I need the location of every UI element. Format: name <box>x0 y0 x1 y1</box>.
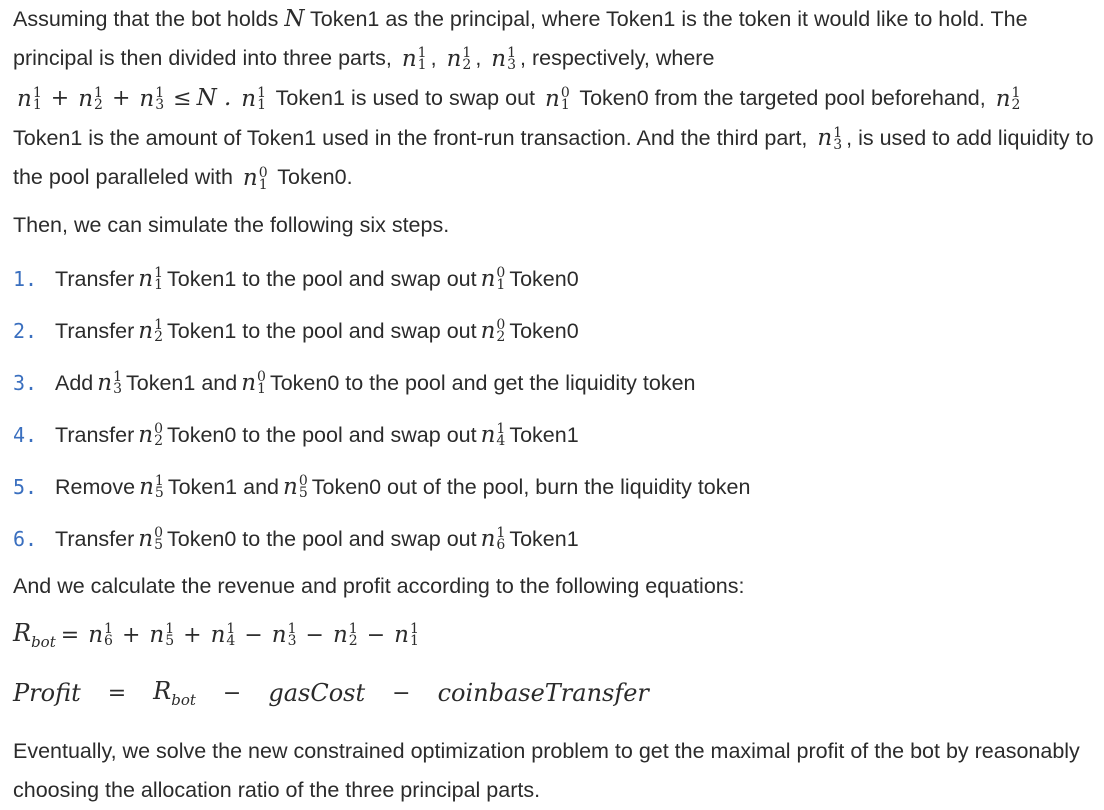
text: Transfer <box>55 422 135 447</box>
intro-paragraph: Assuming that the bot holds N Token1 as the principal, where Token1 is the token it would like to hold. The principal is then divided into three parts, n 1 1 , n 1 2 , n 1 3 , respectively, where n 1 1 + n 1 2 + n 1 3 ≤ N . n 1 1 Token1 is used to swap out n 0 1 Token0 from the targeted pool beforehand, n 1 2 Token1 is the amount of Token1 used in the front-run transaction. And the third part, n 1 3 , is used to add liquidity to the pool paralleled with n 0 1 Token0. <box>13 0 1098 198</box>
steps-list <box>13 253 1098 565</box>
math-n4-1: n 1 4 <box>480 421 506 450</box>
text: Token0 to the pool and get the liquidity token <box>269 370 696 395</box>
text: Remove <box>55 474 136 499</box>
step-number: 5. <box>13 475 38 500</box>
math-n3-1: n 1 3 <box>97 369 123 398</box>
math-R: $R_{bot}$ <box>13 619 56 652</box>
math-n5-1: n 1 5 <box>149 621 175 650</box>
math-n1-0: n 0 1 <box>241 369 266 398</box>
math-n5-1: n 1 5 <box>139 473 164 502</box>
step-number: 1. <box>13 267 38 292</box>
article-body <box>13 0 1098 810</box>
text: Token0 out of the pool, burn the liquidity token <box>311 474 751 499</box>
math-N: N . <box>196 84 232 111</box>
text: Transfer <box>55 526 135 551</box>
text: , respectively, where <box>520 46 715 70</box>
math-n1-0: n 0 1 <box>242 164 268 193</box>
math-n5-0: n 0 5 <box>138 525 163 554</box>
calc-paragraph: And we calculate the revenue and profit according to the following equations: <box>13 574 745 599</box>
math-n1-0: n 0 1 <box>544 85 570 114</box>
math-n1-1: n 1 1 <box>401 45 427 74</box>
step-number: 3. <box>13 371 38 396</box>
text: Token0 <box>509 266 579 291</box>
math-n4-1: n 1 4 <box>210 621 236 650</box>
math-n2-1: n 1 2 <box>332 621 358 650</box>
math-n6-1: n 1 6 <box>480 525 506 554</box>
text: Token1 to the pool and swap out <box>167 318 477 343</box>
math-n3-1: n 1 3 <box>817 124 843 153</box>
math-n2-1: n 1 2 <box>78 85 103 114</box>
math-coinbase-transfer: coinbaseTransfer <box>437 679 649 708</box>
text: Token0 to the pool and swap out <box>167 526 477 551</box>
step-number: 6. <box>13 527 38 552</box>
list-item <box>13 461 1098 513</box>
text: Token0 from the targeted pool beforehand, <box>579 85 986 110</box>
profit-equation: Profit = $R_{bot}$ − gasCost − coinbaseTransfer <box>13 677 649 710</box>
then-paragraph: Then, we can simulate the following six steps. <box>13 213 450 238</box>
math-gascost: gasCost <box>268 679 366 708</box>
math-N: N <box>284 6 305 32</box>
text: Assuming that the bot holds <box>13 7 279 31</box>
text: Token1 <box>509 422 579 447</box>
text: Token0 to the pool and swap out <box>167 422 477 447</box>
text: Token1 and <box>167 474 279 499</box>
list-item <box>13 357 1098 409</box>
text: Transfer <box>55 318 135 343</box>
math-n1-1: n 1 1 <box>138 265 163 294</box>
math-n1-1: n 1 1 <box>241 85 267 114</box>
list-item <box>13 409 1098 461</box>
math-n2-1: n 1 2 <box>446 45 472 74</box>
step-number: 2. <box>13 319 38 344</box>
math-n3-1: n 1 3 <box>271 621 297 650</box>
revenue-equation: $R_{bot}$ = n 1 6 + n 1 5 + n 1 4 − n 1 3 − n 1 2 − n 1 1 <box>13 619 419 652</box>
math-n2-1: n 1 2 <box>995 85 1021 114</box>
text: Token1 is used to swap out <box>275 85 535 110</box>
text: Token1 and <box>126 370 238 395</box>
math-n1-1: n 1 1 <box>394 621 419 650</box>
math-n2-1: n 1 2 <box>138 317 163 346</box>
list-item <box>13 253 1098 305</box>
list-item <box>13 305 1098 357</box>
list-item <box>13 513 1098 565</box>
step-number: 4. <box>13 423 38 448</box>
text: Token0. <box>277 165 353 190</box>
math-n5-0: n 0 5 <box>283 473 308 502</box>
math-n1-1: n 1 1 <box>17 85 42 114</box>
math-profit: Profit <box>13 679 81 708</box>
text: Token1 as the principal, where Token1 is the token it would like to hold. The principal is then divided into three parts, <box>13 7 1028 70</box>
final-paragraph: Eventually, we solve the new constrained optimization problem to get the maximal profit of the bot by reasonably choosing the allocation ratio of the three principal parts. <box>13 739 1080 803</box>
math-n3-1: n 1 3 <box>139 85 165 114</box>
text: , is used to add liquidity to the pool paralleled with <box>13 125 1094 190</box>
comma: , <box>475 46 482 70</box>
text: Token1 to the pool and swap out <box>167 266 477 291</box>
text: Token1 is the amount of Token1 used in the front-run transaction. And the third part, <box>13 125 808 150</box>
text: Token1 <box>509 526 579 551</box>
comma: , <box>430 46 437 70</box>
text: Transfer <box>55 266 135 291</box>
math-n2-0: n 0 2 <box>480 317 506 346</box>
text: Add <box>55 370 94 395</box>
math-n1-0: n 0 1 <box>480 265 506 294</box>
math-n6-1: n 1 6 <box>88 621 113 650</box>
text: Token0 <box>509 318 579 343</box>
math-n3-1: n 1 3 <box>491 45 517 74</box>
math-n2-0: n 0 2 <box>138 421 163 450</box>
math-R: $R_{bot}$ <box>153 677 196 710</box>
